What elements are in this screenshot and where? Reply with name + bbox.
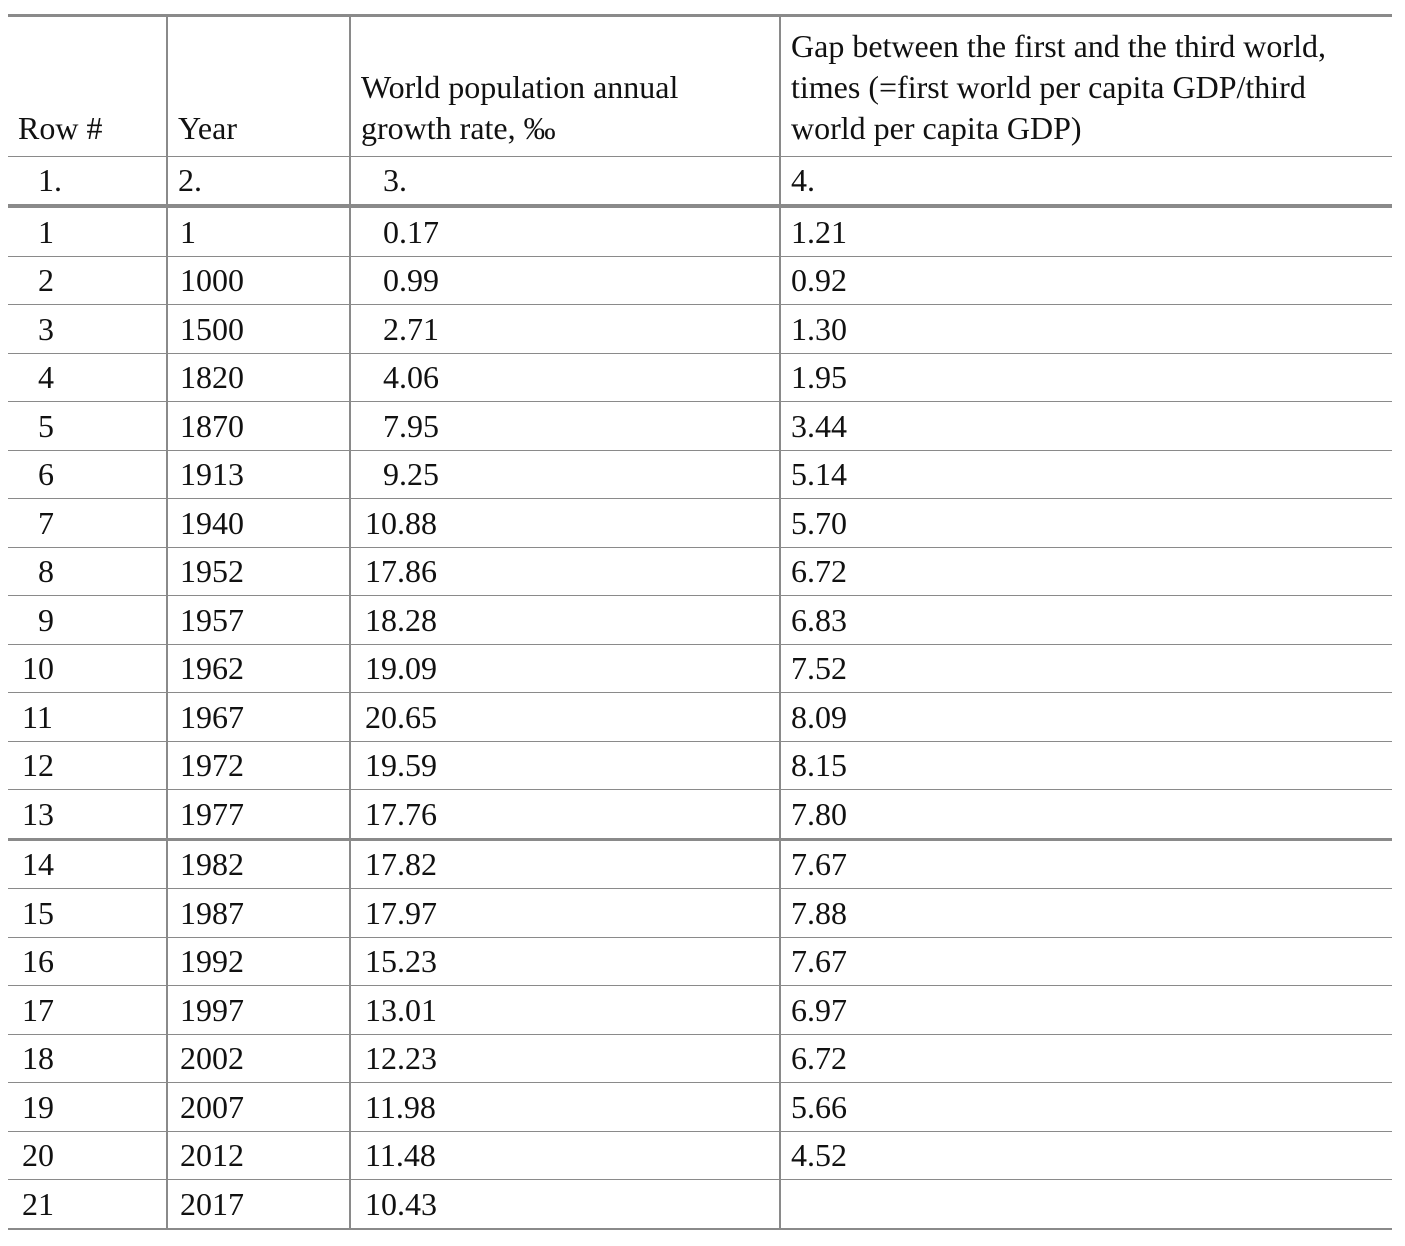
table-row xyxy=(8,206,1392,256)
header-gap: Gap between the first and the third world, times (=first world per capita GDP/third world per capita GDP) xyxy=(780,16,1392,157)
cell-gap: 8.09 xyxy=(780,693,1392,742)
cell-row-number: 21 xyxy=(8,1180,167,1229)
table-row xyxy=(8,305,1392,354)
header-row xyxy=(8,16,1392,157)
column-number-2: 2. xyxy=(167,157,350,207)
cell-growth-rate: 11.48 xyxy=(350,1131,780,1180)
cell-gap: 1.30 xyxy=(780,305,1392,354)
cell-year: 1977 xyxy=(167,790,350,840)
table-row xyxy=(8,499,1392,548)
cell-gap: 7.88 xyxy=(780,889,1392,938)
cell-row-number: 15 xyxy=(8,889,167,938)
cell-gap: 3.44 xyxy=(780,402,1392,451)
cell-year: 1992 xyxy=(167,937,350,986)
cell-growth-rate: 17.86 xyxy=(350,547,780,596)
table-body xyxy=(8,206,1392,1229)
cell-row-number: 14 xyxy=(8,839,167,889)
table-row xyxy=(8,1083,1392,1132)
cell-gap: 7.52 xyxy=(780,644,1392,693)
cell-year: 1957 xyxy=(167,596,350,645)
cell-gap: 7.67 xyxy=(780,839,1392,889)
header-year: Year xyxy=(167,16,350,157)
table-row xyxy=(8,790,1392,840)
cell-year: 1913 xyxy=(167,450,350,499)
cell-year: 1 xyxy=(167,206,350,256)
table-row xyxy=(8,1131,1392,1180)
cell-gap: 5.66 xyxy=(780,1083,1392,1132)
cell-row-number: 1 xyxy=(8,206,167,256)
cell-gap: 8.15 xyxy=(780,741,1392,790)
cell-year: 1962 xyxy=(167,644,350,693)
data-table-container xyxy=(8,14,1392,1230)
cell-year: 2007 xyxy=(167,1083,350,1132)
cell-growth-rate: 15.23 xyxy=(350,937,780,986)
cell-growth-rate: 10.43 xyxy=(350,1180,780,1229)
cell-growth-rate: 11.98 xyxy=(350,1083,780,1132)
cell-year: 1952 xyxy=(167,547,350,596)
cell-row-number: 6 xyxy=(8,450,167,499)
cell-row-number: 9 xyxy=(8,596,167,645)
cell-row-number: 18 xyxy=(8,1034,167,1083)
cell-year: 1997 xyxy=(167,986,350,1035)
cell-year: 2012 xyxy=(167,1131,350,1180)
cell-gap: 7.80 xyxy=(780,790,1392,840)
cell-growth-rate: 17.82 xyxy=(350,839,780,889)
cell-row-number: 2 xyxy=(8,256,167,305)
cell-gap: 7.67 xyxy=(780,937,1392,986)
cell-growth-rate: 9.25 xyxy=(350,450,780,499)
header-row-number: Row # xyxy=(8,16,167,157)
cell-growth-rate: 12.23 xyxy=(350,1034,780,1083)
cell-row-number: 20 xyxy=(8,1131,167,1180)
cell-gap: 1.95 xyxy=(780,353,1392,402)
table-row xyxy=(8,256,1392,305)
cell-year: 1972 xyxy=(167,741,350,790)
table-row xyxy=(8,596,1392,645)
column-number-3: 3. xyxy=(350,157,780,207)
cell-growth-rate: 0.99 xyxy=(350,256,780,305)
table-row xyxy=(8,937,1392,986)
table-row xyxy=(8,402,1392,451)
table-row xyxy=(8,741,1392,790)
cell-year: 2017 xyxy=(167,1180,350,1229)
cell-growth-rate: 17.97 xyxy=(350,889,780,938)
cell-gap: 5.70 xyxy=(780,499,1392,548)
cell-row-number: 11 xyxy=(8,693,167,742)
cell-row-number: 5 xyxy=(8,402,167,451)
cell-year: 1987 xyxy=(167,889,350,938)
cell-gap: 4.52 xyxy=(780,1131,1392,1180)
cell-growth-rate: 2.71 xyxy=(350,305,780,354)
cell-gap: 1.21 xyxy=(780,206,1392,256)
cell-row-number: 10 xyxy=(8,644,167,693)
table-row xyxy=(8,644,1392,693)
cell-gap: 5.14 xyxy=(780,450,1392,499)
table-row xyxy=(8,986,1392,1035)
cell-growth-rate: 0.17 xyxy=(350,206,780,256)
cell-year: 1870 xyxy=(167,402,350,451)
column-number-row xyxy=(8,157,1392,207)
cell-row-number: 4 xyxy=(8,353,167,402)
cell-growth-rate: 17.76 xyxy=(350,790,780,840)
table-row xyxy=(8,1180,1392,1229)
header-growth-rate: World population annual growth rate, ‰ xyxy=(350,16,780,157)
table-row xyxy=(8,889,1392,938)
cell-year: 1982 xyxy=(167,839,350,889)
cell-row-number: 3 xyxy=(8,305,167,354)
cell-gap: 6.72 xyxy=(780,1034,1392,1083)
cell-gap: 6.72 xyxy=(780,547,1392,596)
cell-year: 1500 xyxy=(167,305,350,354)
table-row xyxy=(8,353,1392,402)
cell-growth-rate: 19.09 xyxy=(350,644,780,693)
cell-year: 2002 xyxy=(167,1034,350,1083)
table-row xyxy=(8,1034,1392,1083)
table-row xyxy=(8,547,1392,596)
cell-growth-rate: 18.28 xyxy=(350,596,780,645)
column-number-1: 1. xyxy=(8,157,167,207)
cell-gap xyxy=(780,1180,1392,1229)
table-row xyxy=(8,839,1392,889)
cell-year: 1940 xyxy=(167,499,350,548)
cell-row-number: 19 xyxy=(8,1083,167,1132)
data-table xyxy=(8,14,1392,1230)
table-header xyxy=(8,16,1392,207)
cell-row-number: 8 xyxy=(8,547,167,596)
cell-gap: 0.92 xyxy=(780,256,1392,305)
cell-row-number: 16 xyxy=(8,937,167,986)
cell-row-number: 13 xyxy=(8,790,167,840)
table-row xyxy=(8,693,1392,742)
cell-row-number: 12 xyxy=(8,741,167,790)
cell-growth-rate: 7.95 xyxy=(350,402,780,451)
cell-year: 1820 xyxy=(167,353,350,402)
cell-growth-rate: 10.88 xyxy=(350,499,780,548)
cell-gap: 6.83 xyxy=(780,596,1392,645)
cell-growth-rate: 20.65 xyxy=(350,693,780,742)
cell-growth-rate: 13.01 xyxy=(350,986,780,1035)
column-number-4: 4. xyxy=(780,157,1392,207)
cell-row-number: 7 xyxy=(8,499,167,548)
table-row xyxy=(8,450,1392,499)
cell-row-number: 17 xyxy=(8,986,167,1035)
cell-gap: 6.97 xyxy=(780,986,1392,1035)
cell-growth-rate: 4.06 xyxy=(350,353,780,402)
cell-year: 1967 xyxy=(167,693,350,742)
cell-growth-rate: 19.59 xyxy=(350,741,780,790)
cell-year: 1000 xyxy=(167,256,350,305)
